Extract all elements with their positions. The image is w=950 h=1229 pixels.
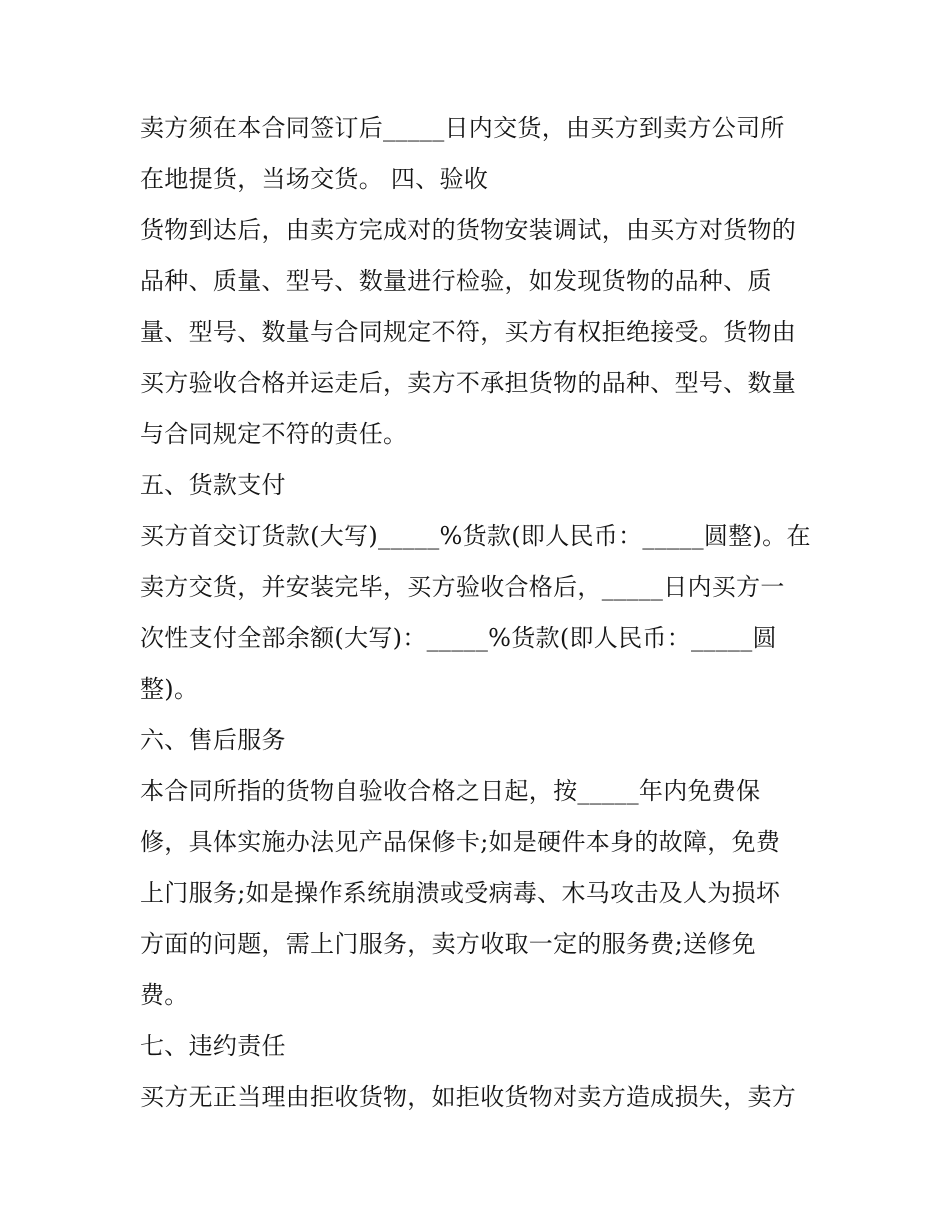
document-page [140, 103, 830, 1123]
text-line: 卖方交货，并安装完毕，买方验收合格后，_____日内买方一 [140, 573, 785, 601]
text-line: 量、型号、数量与合同规定不符，买方有权拒绝接受。货物由 [140, 318, 797, 346]
text-line: 买方首交订货款(大写)_____%货款(即人民币：_____圆整)。在 [140, 522, 811, 550]
text-line: 货物到达后，由卖方完成对的货物安装调试，由买方对货物的 [140, 216, 797, 244]
section-heading: 六、售后服务 [140, 726, 286, 754]
section-heading: 五、货款支付 [140, 471, 286, 499]
text-line: 卖方须在本合同签订后_____日内交货，由买方到卖方公司所 [140, 114, 785, 142]
text-line: 本合同所指的货物自验收合格之日起，按_____年内免费保 [140, 777, 761, 805]
text-line: 次性支付全部余额(大写)：_____%货款(即人民币：_____圆 [140, 624, 777, 652]
text-line: 买方无正当理由拒收货物，如拒收货物对卖方造成损失，卖方 [140, 1083, 797, 1111]
text-line: 与合同规定不符的责任。 [140, 420, 408, 448]
text-line: 在地提货，当场交货。 四、验收 [140, 165, 489, 193]
text-line: 品种、质量、型号、数量进行检验，如发现货物的品种、质 [140, 267, 772, 295]
text-line: 买方验收合格并运走后，卖方不承担货物的品种、型号、数量 [140, 369, 797, 397]
text-line: 修，具体实施办法见产品保修卡;如是硬件本身的故障，免费 [140, 828, 781, 856]
text-line: 费。 [140, 981, 189, 1009]
text-line: 整)。 [140, 675, 199, 703]
text-line: 上门服务;如是操作系统崩溃或受病毒、木马攻击及人为损坏 [140, 879, 781, 907]
section-heading: 七、违约责任 [140, 1032, 286, 1060]
text-line: 方面的问题，需上门服务，卖方收取一定的服务费;送修免 [140, 930, 756, 958]
